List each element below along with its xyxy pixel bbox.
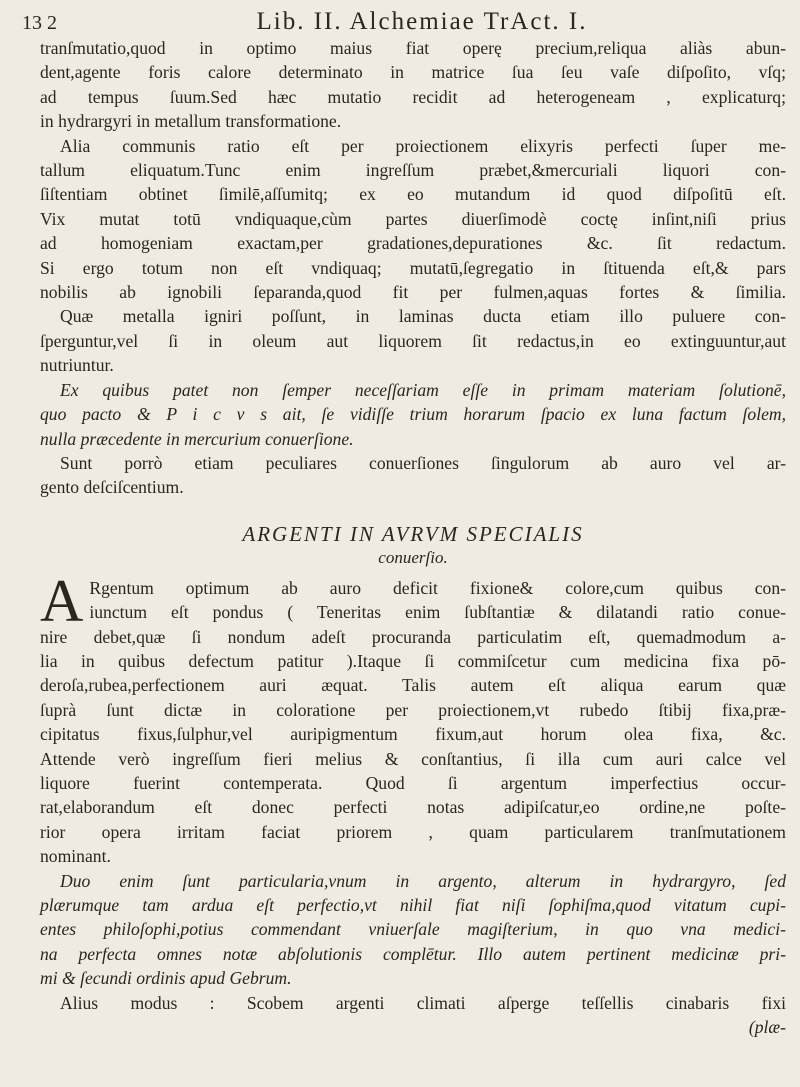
text-line: lia in quibus defectum patitur ).Itaque ſi commiſcetur cum medicina fixa pō-	[40, 650, 786, 671]
paragraph-7	[40, 869, 786, 991]
text-line: Alius modus : Scobem argenti climati aſperge teſſellis cinabaris fixi	[60, 992, 786, 1013]
text-line: iunctum eſt pondus ( Teneritas enim ſubſtantiæ & dilatandi ratio conue-	[89, 602, 786, 623]
text-line: nominant.	[40, 846, 111, 867]
paragraph-8	[40, 991, 786, 1040]
text-line: liquore fuerint contemperata. Quod ſi argentum imperfectius occur-	[40, 772, 786, 793]
page-header	[22, 6, 782, 36]
text-line: Si ergo totum non eſt vndiquaq; mutatū,ſegregatio in ſtituenda eſt,& pars	[40, 257, 786, 278]
text-line: tranſmutatio,quod in optimo maius fiat operę precium,reliqua aliàs abun-	[40, 38, 786, 58]
page-number: 13 2	[22, 12, 57, 34]
text-line: Duo enim ſunt particularia,vnum in argento, alterum in hydrargyro, ſed	[60, 870, 786, 891]
text-line: Attende verò ingreſſum fieri melius & conſtantius, ſi illa cum auri calce vel	[40, 748, 786, 769]
text-line: gento deſciſcentium.	[40, 477, 184, 498]
text-line: nire debet,quæ ſi nondum adeſt procuranda particulatim eſt, quemadmodum a-	[40, 626, 786, 647]
text-line: Ex quibus patet non ſemper neceſſariam eſſe in primam materiam ſolutionē,	[60, 379, 786, 400]
section-heading: ARGENTI IN AVRVM SPECIALIS	[242, 521, 584, 546]
text-line: Rgentum optimum ab auro deficit fixione& colore,cum quibus con-	[89, 577, 786, 598]
text-line: Alia communis ratio eſt per proiectionem elixyris perfecti ſuper me-	[60, 135, 786, 156]
text-line: na perfecta omnes notæ abſolutionis complētur. Illo autem pertinent medicinæ pri-	[40, 943, 786, 964]
paragraph-3	[40, 304, 786, 377]
text-line: nobilis ab ignobili ſeparanda,quod fit per fulmen,aquas fortes & ſimilia.	[40, 282, 786, 303]
paragraph-2	[40, 134, 786, 305]
text-line: quo pacto & P i c v s ait, ſe vidiſſe trium horarum ſpacio ex luna factum ſolem,	[40, 404, 786, 425]
text-line: Sunt porrò etiam peculiares conuerſiones ſingulorum ab auro vel ar-	[60, 452, 786, 473]
drop-capital: A	[40, 567, 84, 634]
text-line: Vix mutat totū vndiquaque,cùm partes diuerſimodè coctę inſint,niſi prius	[40, 208, 786, 229]
section-subheading: conuerſio.	[378, 547, 448, 567]
text-line: rat,elaborandum eſt donec perfecti notas adipiſcatur,eo ordine,ne poſte-	[40, 797, 786, 818]
text-line: rior opera irritam faciat priorem , quam particularem tranſmutationem	[40, 821, 786, 842]
text-line: in hydrargyri in metallum transformatione.	[40, 111, 342, 132]
text-line: mi & ſecundi ordinis apud Gebrum.	[40, 968, 292, 989]
text-line: tallum eliquatum.Tunc enim ingreſſum præbet,&mercuriali liquori con-	[40, 160, 786, 181]
body-text	[40, 36, 786, 1039]
text-line: cipitatus fixus,ſulphur,vel auripigmentum fixum,aut horum olea fixa, &c.	[40, 724, 786, 745]
paragraph-1	[40, 36, 786, 134]
text-line: nulla præcedente in mercurium conuerſione.	[40, 428, 354, 449]
text-line: deroſa,rubea,perfectionem auri æquat. Talis autem eſt aliqua earum quæ	[40, 675, 786, 696]
paragraph-5	[40, 451, 786, 500]
text-line: Quæ metalla igniri poſſunt, in laminas ducta etiam illo puluere con-	[60, 306, 786, 327]
text-line: plærumque tam ardua eſt perfectio,vt nihil fiat niſi ſophiſma,quod vitatum cupi-	[40, 895, 786, 915]
text-line: dent,agente foris calore determinato in matrice ſua ſeu vaſe diſpoſito, vſq;	[40, 62, 786, 83]
paragraph-6	[40, 567, 786, 869]
text-line: ſperguntur,vel ſi in oleum aut liquorem ſit redactus,in eo extinguuntur,aut	[40, 330, 786, 351]
text-line: nutriuntur.	[40, 355, 114, 376]
text-line: ad tempus ſuum.Sed hæc mutatio recidit ad heterogeneam , explicaturq;	[40, 86, 786, 107]
text-line: ſiſtentiam obtinet ſimilē,aſſumitq; ex eo mutandum id quod diſpoſitū eſt.	[40, 184, 786, 205]
text-line: entes philoſophi,potius commendant vniuerſale magiſterium, in quo vna medici-	[40, 919, 786, 940]
text-line: ad homogeniam exactam,per gradationes,depurationes &c. ſit redactum.	[40, 233, 786, 254]
running-head: Lib. II. Alchemiae TrAct. I.	[256, 8, 588, 35]
text-line: ſuprà ſunt dictæ in coloratione per proiectionem,vt rubedo ſtibij fixa,præ-	[40, 699, 786, 720]
paragraph-4	[40, 378, 786, 451]
catchword: (plæ-	[748, 1017, 786, 1038]
